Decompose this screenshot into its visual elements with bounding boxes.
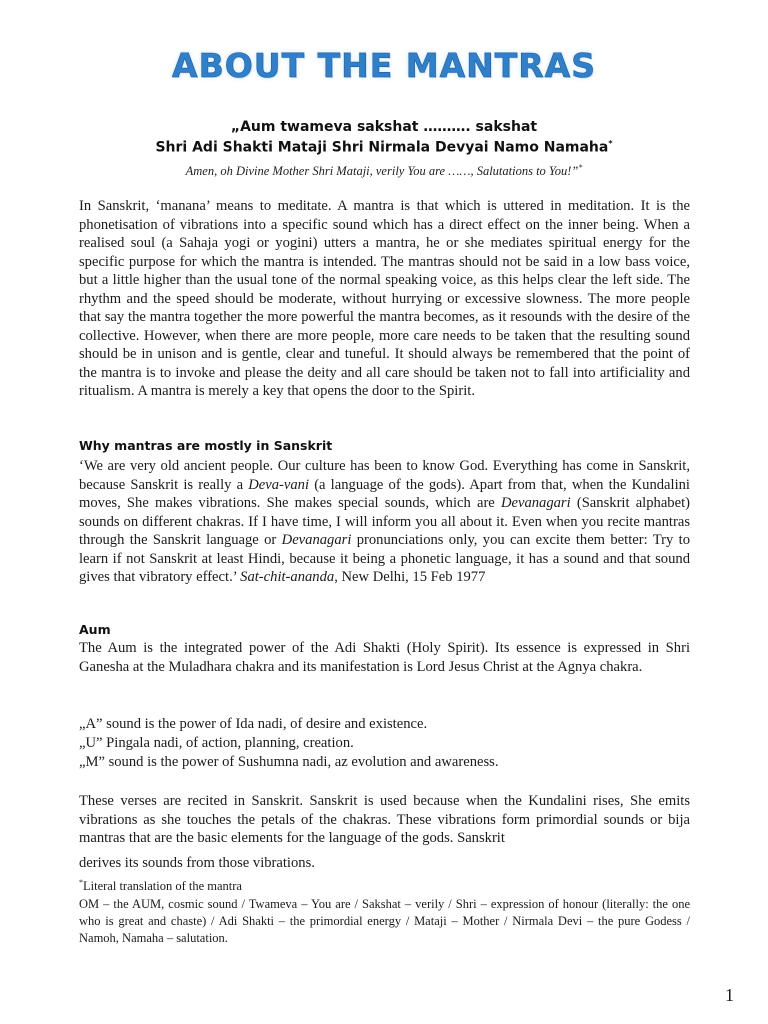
why-text-4: pronunciations only, you can excite them better: Try to learn if not Sanskrit at least Hindi, because it being a phonetic language, it has a sound and that sound gives that vibratory effect.’ bbox=[79, 532, 690, 585]
aum-a-sound: „A” sound is the power of Ida nadi, of desire and existence. bbox=[79, 716, 428, 732]
aum-paragraph: The Aum is the integrated power of the Adi Shakti (Holy Spirit). Its essence is expressed in Shri Ganesha at the Muladhara chakra and its manifestation is Lord Jesus Christ at the Agnya chakra. bbox=[79, 640, 690, 675]
footnote-heading bbox=[79, 878, 242, 894]
why-italic-devanagari-2: Devanagari bbox=[281, 532, 352, 548]
why-italic-devanagari-1: Devanagari bbox=[500, 495, 571, 511]
verses-last-line: derives its sounds from those vibrations. bbox=[79, 854, 315, 871]
page-number: 1 bbox=[725, 985, 734, 1005]
footnote-marker: * bbox=[608, 139, 613, 148]
verses-paragraph bbox=[79, 792, 690, 872]
translation-text: Amen, oh Divine Mother Shri Mataji, verily You are ……, Salutations to You!” bbox=[185, 164, 579, 179]
why-italic-sat-chit-ananda: Sat-chit-ananda bbox=[240, 569, 335, 585]
why-sanskrit-paragraph bbox=[79, 457, 690, 587]
why-text-2: (a language of the gods). Apart from that, when the Kundalini moves, She makes vibrations. She makes special sounds, which are bbox=[79, 476, 690, 511]
section-heading-why-sanskrit: Why mantras are mostly in Sanskrit bbox=[79, 438, 333, 453]
mantra-line-2 bbox=[0, 139, 768, 156]
mantra-translation bbox=[0, 163, 768, 179]
mantra-line-1: „Aum twameva sakshat ………. sakshat bbox=[230, 119, 538, 135]
why-text-1: ‘We are very old ancient people. Our culture has been to know God. Everything has come in Sanskrit, because Sanskrit is really a bbox=[79, 458, 690, 493]
aum-u-sound: „U” Pingala nadi, of action, planning, creation. bbox=[79, 735, 354, 751]
page-title: ABOUT THE MANTRAS bbox=[172, 46, 596, 85]
section-heading-aum: Aum bbox=[79, 622, 111, 637]
footnote-heading-text: Literal translation of the mantra bbox=[83, 879, 242, 894]
why-italic-deva-vani: Deva-vani bbox=[248, 476, 310, 493]
verses-text: These verses are recited in Sanskrit. Sanskrit is used because when the Kundalini rises, She emits vibrations as she touches the petals of the chakras. These vibrations form primordial sounds or bija mantras that are the basic elements for the language of the gods. Sanskrit bbox=[79, 793, 690, 846]
footnote-text: OM – the AUM, cosmic sound / Twameva – You are / Sakshat – verily / Shri – expression of honour (literally: the one who is great and chaste) / Adi Shakti – the primordial energy / Mataji – Mother / Nirmala Devi – the pure Godess / Namoh, Namaha – salutation. bbox=[79, 897, 690, 945]
footnote-heading-marker: * bbox=[79, 878, 83, 887]
intro-paragraph: In Sanskrit, ‘manana’ means to meditate. A mantra is that which is uttered in meditation. It is the phonetisation of vibrations into a specific sound which has a direct effect on the inner being. When a realised soul (a Sahaja yogi or yogini) utters a mantra, he or she mediates spiritual energy for the specific purpose for which the mantra is intended. The mantras should not be said in a low bass voice, but a little higher than the usual tone of the normal speaking voice, as this helps clear the left side. The rhythm and the speed should be moderate, without hurrying or excessive slowness. The more people that say the mantra together the more powerful the mantra becomes, as it resounds with the desire of the collective. However, when there are more people, more care needs to be taken that the resulting sound should be in unison and is gentle, clear and tuneful. It should always be remembered that the point of the mantra is to invoke and please the deity and all care should be taken not to fall into artificiality and ritualism. A mantra is merely a key that opens the door to the Spirit. bbox=[79, 198, 690, 399]
translation-footnote-marker: * bbox=[578, 163, 583, 172]
why-text-3: (Sanskrit alphabet) sounds on different chakras. If I have time, I will inform you all about it. Even when you recite mantras through the Sanskrit language or bbox=[79, 495, 690, 548]
mantra-line-2-text: Shri Adi Shakti Mataji Shri Nirmala Devyai Namo Namaha bbox=[155, 139, 609, 156]
why-text-5: , New Delhi, 15 Feb 1977 bbox=[334, 569, 486, 585]
aum-m-sound: „M” sound is the power of Sushumna nadi, az evolution and awareness. bbox=[79, 754, 499, 770]
